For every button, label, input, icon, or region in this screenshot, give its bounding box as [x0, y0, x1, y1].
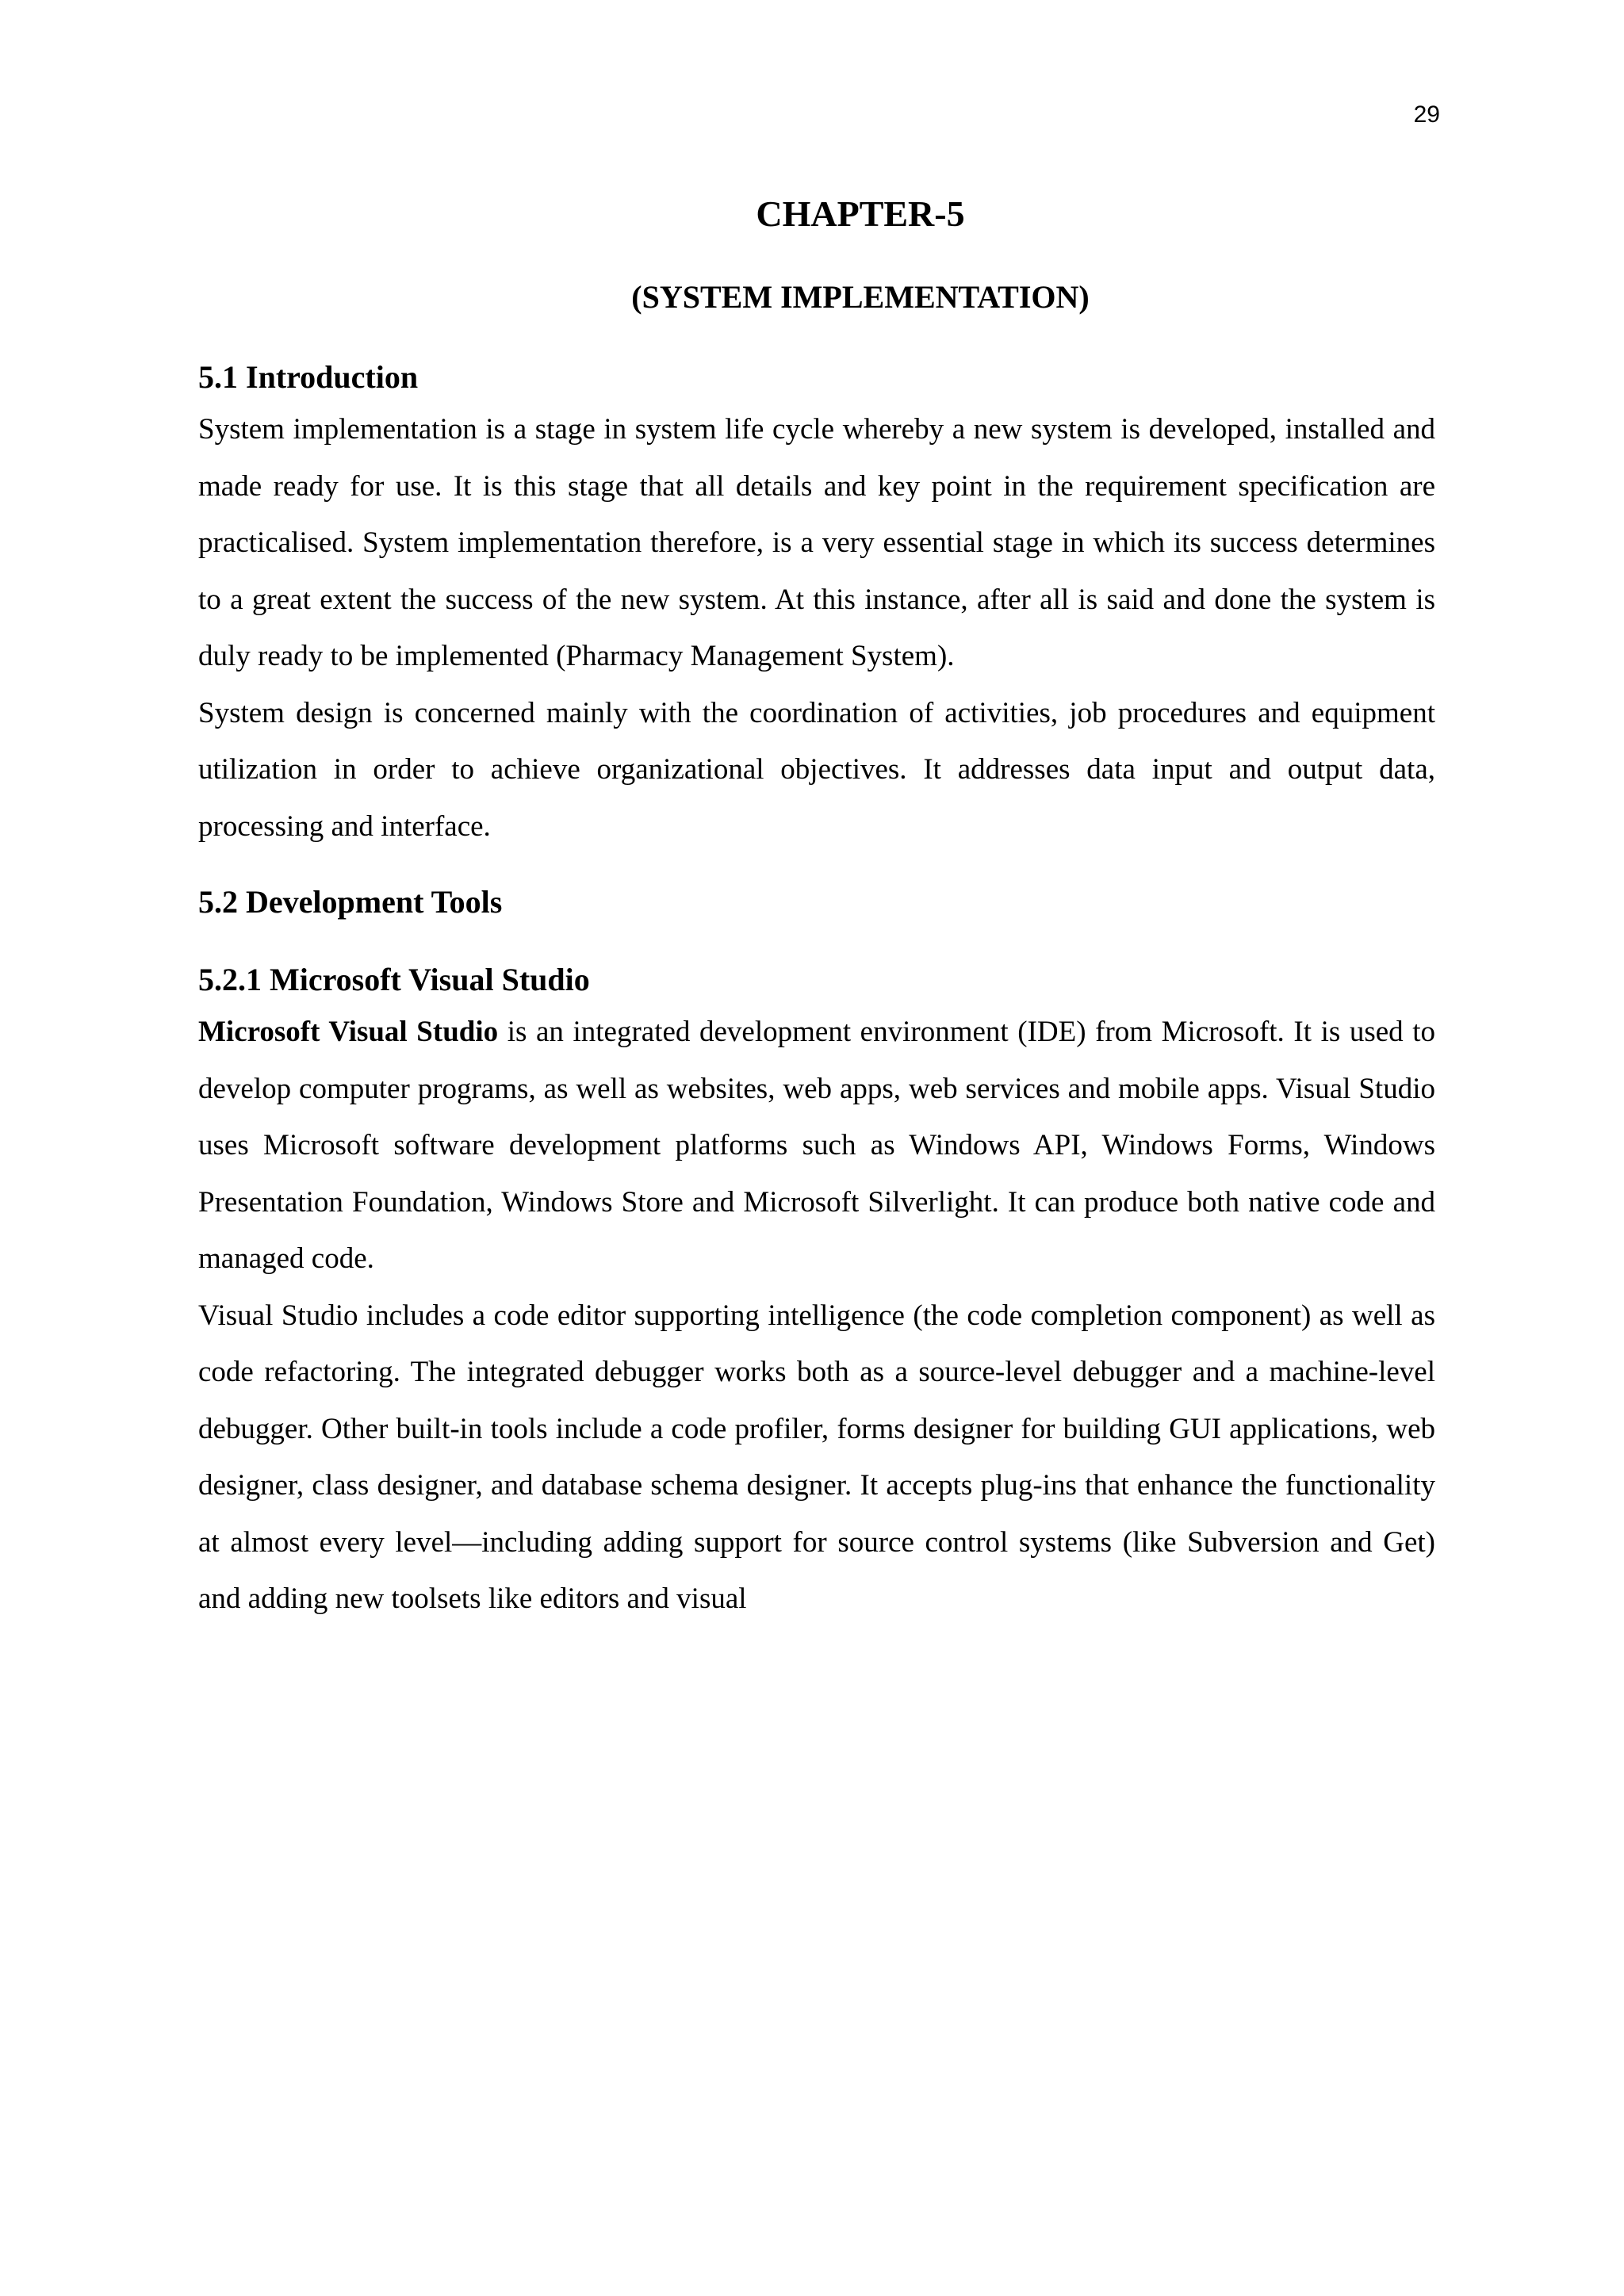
section-heading-visual-studio: 5.2.1 Microsoft Visual Studio — [198, 962, 590, 997]
visual-studio-bold-lead: Microsoft Visual Studio — [198, 1016, 499, 1048]
visual-studio-paragraph-2: Visual Studio includes a code editor supporting intelligence (the code completion component) as well as code refactoring. The integrated debugger works both as a source-level debugger and a machine-level debugger. Other built-in tools include a code profiler, forms designer for building GUI applications, web designer, class designer, and database schema designer. It accepts plug-ins that enhance the functionality at almost every level—including adding support for source control systems (like Subversion and Get) and adding new toolsets like editors and visual — [198, 1299, 1435, 1615]
chapter-title: CHAPTER-5 — [756, 193, 965, 234]
page-content — [198, 182, 1435, 1628]
visual-studio-paragraph-1 — [198, 1004, 1435, 1288]
page-number: 29 — [1413, 101, 1440, 128]
chapter-subtitle: (SYSTEM IMPLEMENTATION) — [631, 279, 1090, 315]
visual-studio-paragraph-1-text: is an integrated development environment (IDE) from Microsoft. It is used to develop computer programs, as well as websites, web apps, web services and mobile apps. Visual Studio uses Microsoft software development platforms such as Windows API, Windows Forms, Windows Presentation Foundation, Windows Store and Microsoft Silverlight. It can produce both native code and managed code. — [198, 1016, 1436, 1275]
introduction-paragraph-2: System design is concerned mainly with the coordination of activities, job procedures and equipment utilization in order to achieve organizational objectives. It addresses data input and output data, processing and interface. — [198, 696, 1435, 843]
section-heading-introduction: 5.1 Introduction — [198, 359, 419, 395]
section-heading-development-tools: 5.2 Development Tools — [198, 884, 503, 920]
introduction-paragraph-1: System implementation is a stage in system life cycle whereby a new system is developed, installed and made ready for use. It is this stage that all details and key point in the requirement specification are practicalised. System implementation therefore, is a very essential stage in which its success determines to a great extent the success of the new system. At this instance, after all is said and done the system is duly ready to be implemented (Pharmacy Management System). — [198, 413, 1435, 672]
